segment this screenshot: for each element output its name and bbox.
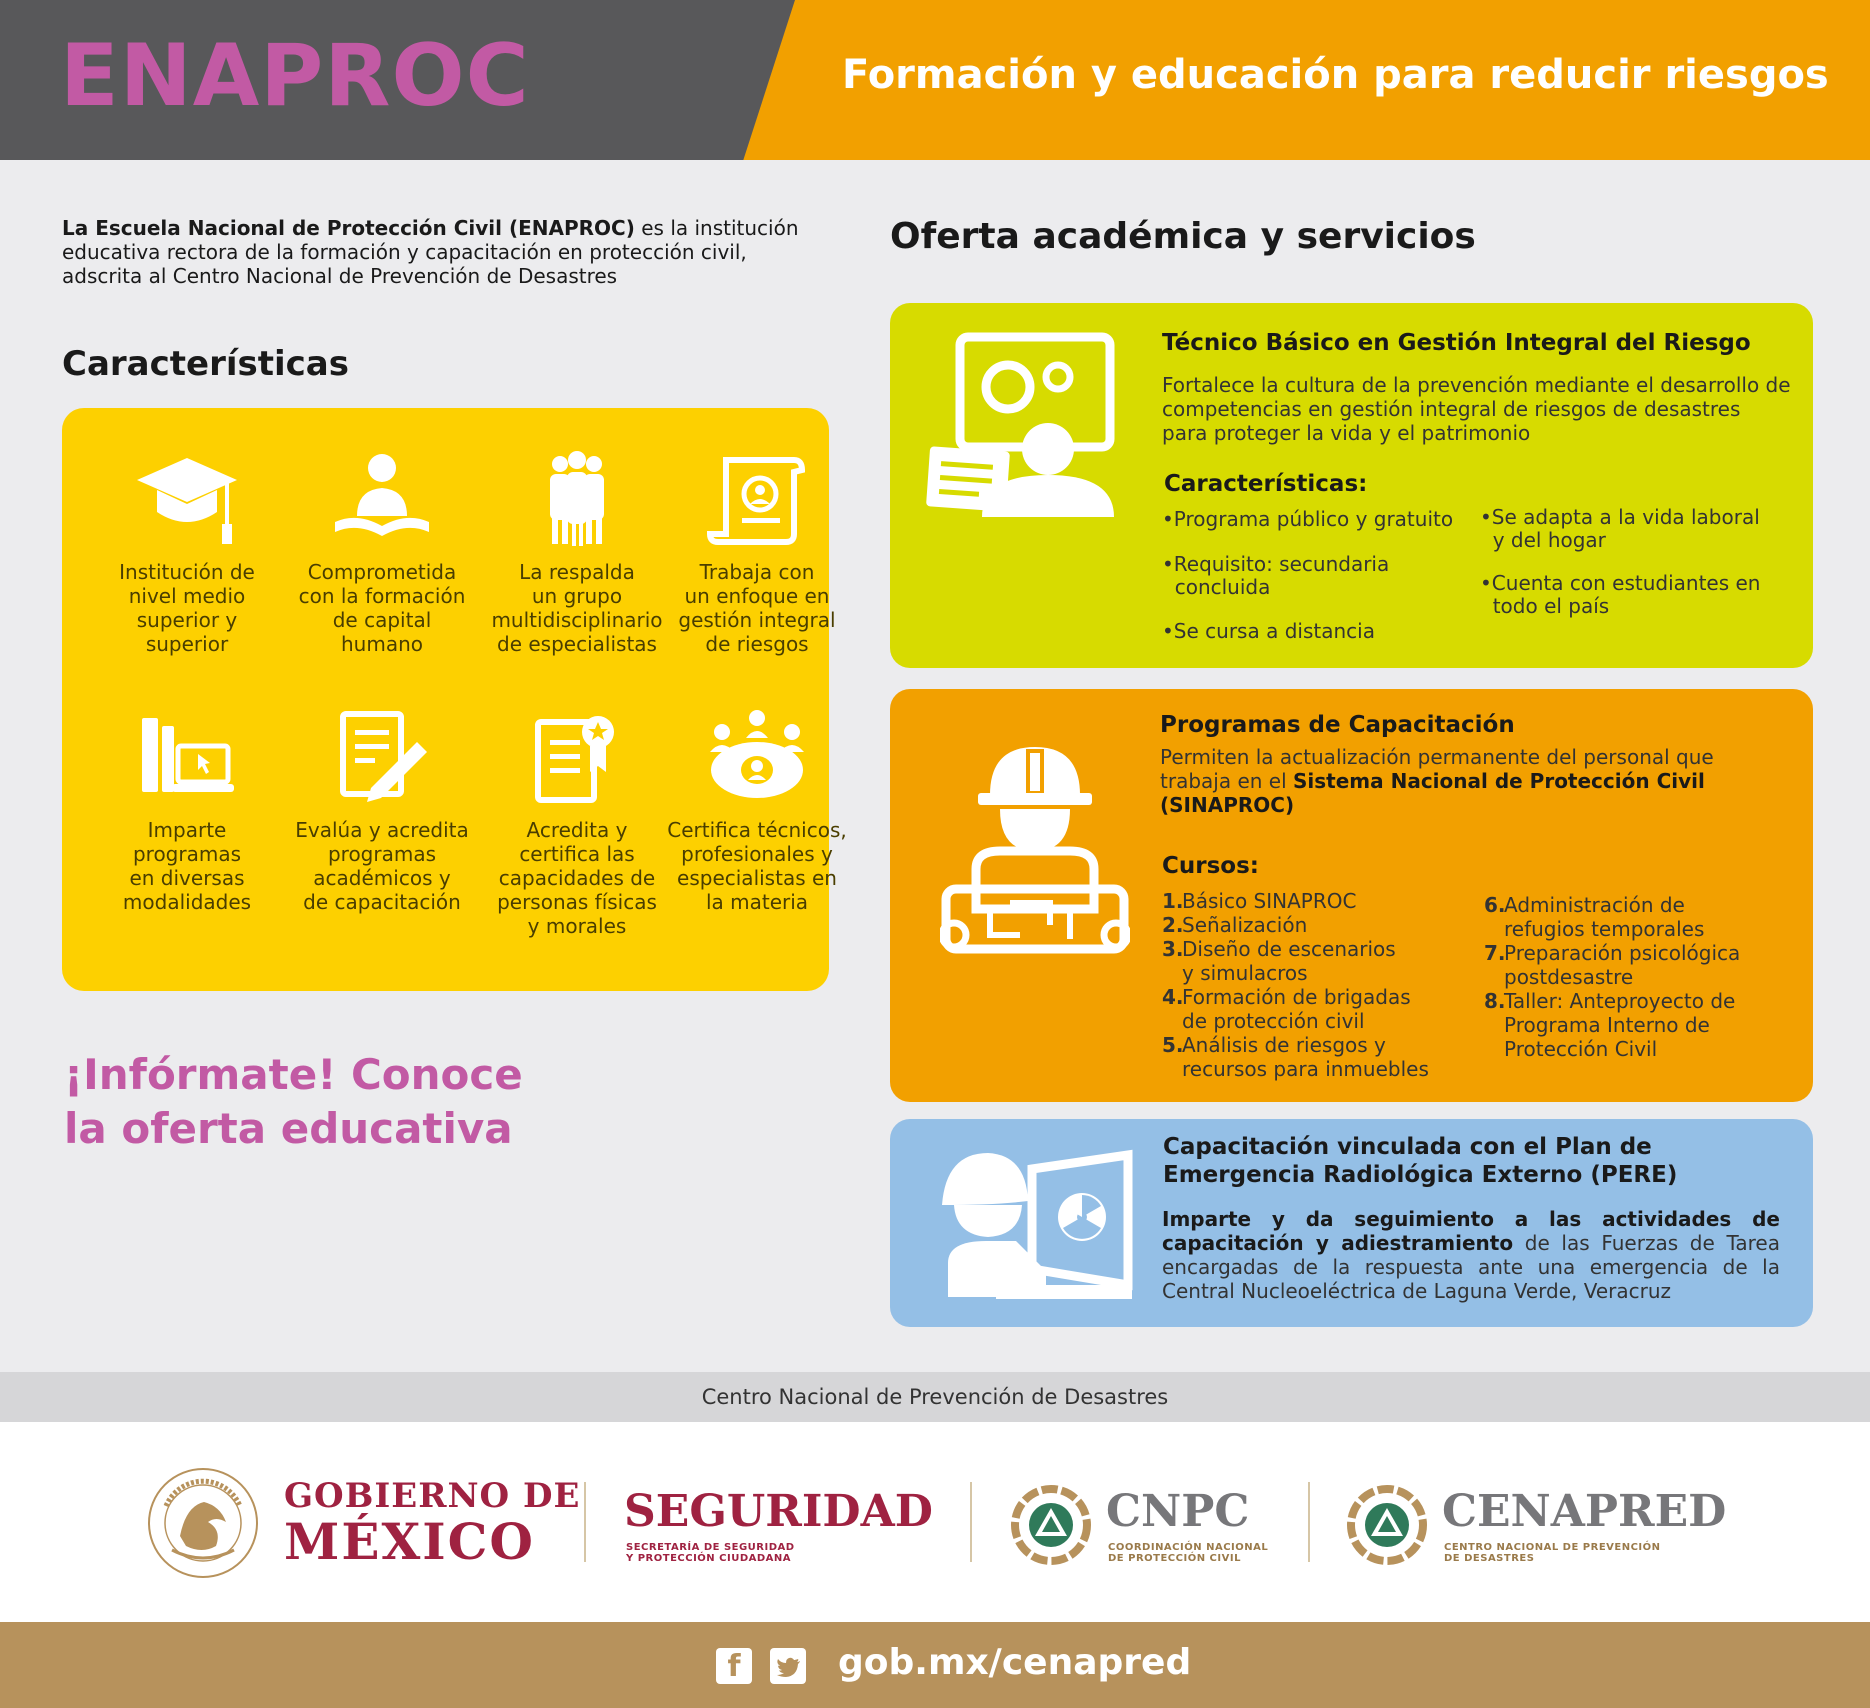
feature-text: Acredita y certifica las capacidades de personas físicas y morales	[497, 818, 657, 938]
intro-rest: es la institución educativa rectora de la formación y capacitación en protección civil, adscrita al Centro Nacional de Prevención de Desastres	[62, 216, 799, 288]
intro-paragraph	[62, 216, 822, 288]
card-pere	[890, 1119, 1813, 1327]
curso-num: 5.	[1162, 1033, 1184, 1057]
footer-bar: Centro Nacional de Prevención de Desastres	[0, 1372, 1870, 1422]
person-reading-icon	[327, 450, 437, 550]
header-tagline: Formación y educación para reducir riesgos	[842, 52, 1829, 98]
feature-item	[482, 450, 672, 656]
feature-item	[287, 708, 477, 914]
document-pen-icon	[327, 708, 437, 808]
feature-item	[482, 708, 672, 938]
card-programas-capacitacion	[890, 689, 1813, 1102]
pere-desc	[1162, 1207, 1780, 1303]
tecnico-bullet: •Se cursa a distancia	[1162, 619, 1375, 643]
curso-text: Básico SINAPROC	[1182, 889, 1357, 913]
feature-text: Imparte programas en diversas modalidades	[122, 818, 252, 914]
operator-radiation-icon	[936, 1145, 1136, 1305]
pere-desc-bold: Imparte y da seguimiento a las actividades de capacitación y adiestramiento	[1162, 1207, 1780, 1255]
programas-desc-a: Permiten la actualización permanente del personal que trabaja en el	[1160, 745, 1714, 793]
gob-line2: MÉXICO	[284, 1512, 535, 1571]
programas-desc	[1160, 745, 1760, 817]
curso-text: Señalización	[1182, 913, 1308, 937]
curso-num: 4.	[1162, 985, 1184, 1009]
curso-num: 3.	[1162, 937, 1184, 961]
curso-num: 7.	[1484, 941, 1506, 965]
cnpc-emblem	[1010, 1484, 1092, 1566]
computer-learner-icon	[920, 329, 1120, 529]
tecnico-desc: Fortalece la cultura de la prevención mediante el desarrollo de competencias en gestión integral de riesgos de desastres para proteger la vida y el patrimonio	[1162, 373, 1791, 445]
seguridad-title: SEGURIDAD	[624, 1486, 933, 1537]
meeting-icon	[702, 708, 812, 808]
feature-item	[92, 450, 282, 656]
curso-item	[1162, 1033, 1452, 1081]
footer-url[interactable]: gob.mx/cenapred	[838, 1642, 1192, 1683]
feature-text: Trabaja con un enfoque en gestión integral de riesgos	[678, 560, 836, 656]
curso-item	[1162, 889, 1452, 913]
oferta-heading: Oferta académica y servicios	[890, 216, 1476, 257]
curso-text: Taller: Anteproyecto de Programa Interno de Protección Civil	[1504, 989, 1736, 1061]
pere-desc-rest: de las Fuerzas de Tarea encargadas de la respuesta ante una emergencia de la Central Nucleoeléctrica de Laguna Verde, Veracruz	[1162, 1231, 1780, 1303]
cta-text: ¡Infórmate! Conoce la oferta educativa	[64, 1050, 523, 1153]
tecnico-bullet: •Requisito: secundaria concluida	[1162, 552, 1390, 599]
group-icon	[522, 450, 632, 550]
scroll-icon	[702, 450, 812, 550]
coat-of-arms-seal	[146, 1466, 260, 1580]
brand-title: ENAPROC	[60, 26, 530, 126]
curso-item	[1484, 941, 1784, 989]
feature-text: Evalúa y acredita programas académicos y de capacitación	[295, 818, 469, 914]
logo-separator	[1308, 1482, 1310, 1562]
header-banner	[0, 0, 1870, 160]
cenapred-title: CENAPRED	[1442, 1486, 1727, 1537]
feature-item	[662, 450, 852, 656]
curso-num: 2.	[1162, 913, 1184, 937]
feature-text: Certifica técnicos, profesionales y especialistas en la materia	[667, 818, 847, 914]
curso-num: 1.	[1162, 889, 1184, 913]
tecnico-bullet: •Programa público y gratuito	[1162, 507, 1454, 531]
certificate-icon	[522, 708, 632, 808]
cursos-list-left	[1162, 889, 1452, 1081]
seguridad-sub: SECRETARÍA DE SEGURIDAD Y PROTECCIÓN CIUDADANA	[626, 1542, 795, 1564]
cnpc-sub: COORDINACIÓN NACIONAL DE PROTECCIÓN CIVIL	[1108, 1542, 1269, 1564]
curso-num: 8.	[1484, 989, 1506, 1013]
curso-num: 6.	[1484, 893, 1506, 917]
intro-bold: La Escuela Nacional de Protección Civil (ENAPROC)	[62, 216, 635, 240]
twitter-icon[interactable]	[770, 1648, 806, 1684]
curso-item	[1484, 893, 1784, 941]
cenapred-sub: CENTRO NACIONAL DE PREVENCIÓN DE DESASTRES	[1444, 1542, 1661, 1564]
feature-text: La respalda un grupo multidisciplinario de especialistas	[491, 560, 663, 656]
card-tecnico-basico	[890, 303, 1813, 668]
curso-item	[1484, 989, 1784, 1061]
books-laptop-icon	[132, 708, 242, 808]
tecnico-bullet: •Se adapta a la vida laboral y del hogar	[1480, 505, 1760, 552]
feature-text: Comprometida con la formación de capital humano	[298, 560, 466, 656]
feature-text: Institución de nivel medio superior y superior	[119, 560, 255, 656]
footer-logos	[0, 1422, 1870, 1622]
feature-item	[287, 450, 477, 656]
engineer-blueprint-icon	[940, 739, 1130, 959]
programas-desc-b: Sistema Nacional de Protección Civil (SINAPROC)	[1160, 769, 1705, 817]
twitter-bird	[770, 1648, 806, 1684]
curso-text: Diseño de escenarios y simulacros	[1182, 937, 1396, 985]
curso-text: Administración de refugios temporales	[1504, 893, 1705, 941]
cenapred-emblem	[1346, 1484, 1428, 1566]
pere-title: Capacitación vinculada con el Plan de Emergencia Radiológica Externo (PERE)	[1163, 1134, 1678, 1188]
programas-subtitle: Cursos:	[1162, 853, 1259, 879]
facebook-icon[interactable]: f	[716, 1648, 752, 1684]
caracteristicas-heading: Características	[62, 344, 349, 384]
feature-item	[662, 708, 852, 914]
graduation-cap-icon	[132, 450, 242, 550]
cnpc-title: CNPC	[1106, 1486, 1250, 1537]
logo-separator	[584, 1482, 586, 1562]
tecnico-subtitle: Características:	[1164, 471, 1368, 497]
programas-title: Programas de Capacitación	[1160, 712, 1515, 738]
curso-text: Análisis de riesgos y recursos para inmuebles	[1182, 1033, 1429, 1081]
curso-item	[1162, 937, 1452, 985]
tecnico-bullet: •Cuenta con estudiantes en todo el país	[1480, 571, 1761, 618]
tecnico-title: Técnico Básico en Gestión Integral del Riesgo	[1162, 330, 1751, 356]
features-panel	[62, 408, 847, 991]
curso-text: Formación de brigadas de protección civil	[1182, 985, 1411, 1033]
curso-text: Preparación psicológica postdesastre	[1504, 941, 1741, 989]
curso-item	[1162, 985, 1452, 1033]
gob-line1: GOBIERNO DE	[284, 1476, 581, 1516]
logo-separator	[970, 1482, 972, 1562]
feature-item	[92, 708, 282, 914]
curso-item	[1162, 913, 1452, 937]
cursos-list-right	[1484, 893, 1784, 1061]
